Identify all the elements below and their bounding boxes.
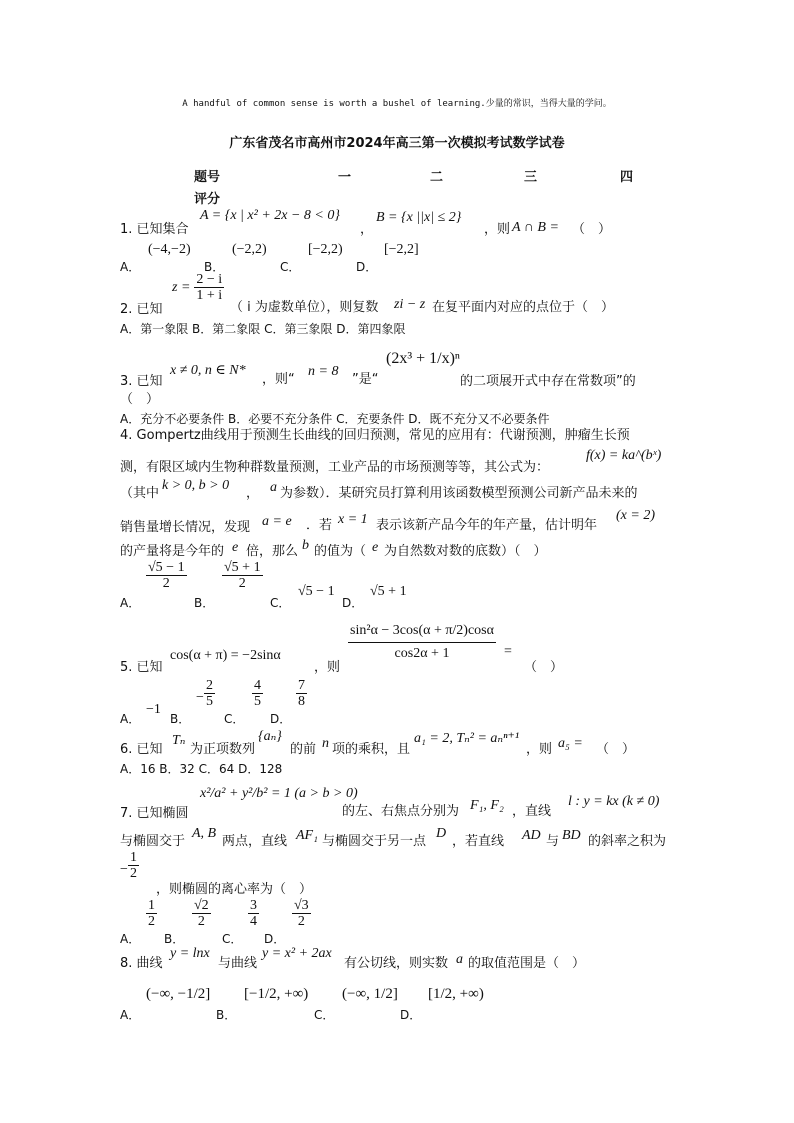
- q4-line5c: 的值为（: [314, 544, 367, 559]
- q1-tail: ，则: [484, 222, 511, 237]
- q4-x1: x = 1: [338, 512, 368, 527]
- q5-cond: cos(α + π) = −2sinα: [170, 648, 281, 663]
- q2-expr: zi − z: [394, 297, 426, 312]
- score-header-1: 一: [338, 170, 352, 185]
- q8-option-c-value: (−∞, 1/2]: [342, 986, 398, 1002]
- q8-curve-1: y = lnx: [170, 946, 210, 961]
- q5-option-a-value: −1: [146, 702, 161, 717]
- q4-option-a-label: A．: [120, 596, 141, 610]
- q8-mid: 与曲线: [218, 956, 258, 971]
- q4-line3c: 为参数）．某研究员打算利用该函数模型预测公司新产品未来的: [280, 486, 638, 501]
- page-title: 广东省茂名市高州市2024年高三第一次模拟考试数学试卷: [229, 136, 565, 151]
- q5-option-d-label: D．: [270, 712, 292, 726]
- q8-option-b-label: B．: [216, 1008, 237, 1022]
- q8-tail: 的取值范围是（ ）: [468, 956, 586, 971]
- q4-option-b-den: 2: [238, 576, 246, 591]
- q3-label: 3. 已知: [120, 374, 163, 389]
- q7-ellipse: x²/a² + y²/b² = 1 (a > b > 0): [200, 786, 358, 801]
- q5-option-d-num: 7: [298, 678, 305, 693]
- q6-n: n: [322, 736, 329, 751]
- q1-set-b: B = {x ||x| ≤ 2}: [376, 210, 462, 225]
- q7-option-c-label: C．: [222, 932, 243, 946]
- q8-option-a-label: A．: [120, 1008, 141, 1022]
- q4-line4c: 表示该新产品今年的年产量，估计明年: [376, 518, 598, 533]
- q2-z-eq: z =: [172, 279, 191, 295]
- header-tip: A handful of common sense is worth a bushel of learning.少量的常识，当得大量的学问。: [182, 99, 612, 109]
- q8-option-d-label: D．: [400, 1008, 422, 1022]
- q2-label: 2. 已知: [120, 302, 163, 317]
- q1-option-b-value: (−2,2): [232, 242, 267, 257]
- q2-mid: （ i 为虚数单位），则复数: [230, 300, 379, 315]
- q3-tail: 的二项展开式中存在常数项”的: [460, 374, 636, 389]
- q1-option-b-label: B．: [204, 260, 225, 274]
- q8-a: a: [456, 952, 463, 967]
- q5-option-c-num: 4: [254, 678, 261, 693]
- q7-prod-num: 1: [130, 850, 137, 865]
- q6-tn: Tₙ: [172, 733, 186, 748]
- q7-ab: A, B: [192, 826, 217, 841]
- q4-option-a-value: [146, 560, 187, 591]
- q7-line2e: 与: [546, 834, 560, 849]
- q7-option-c-num: 3: [250, 898, 257, 913]
- score-header-question: 题号: [194, 170, 221, 185]
- q4-ae: a = e: [262, 514, 292, 529]
- q4-line4b: ．若: [306, 518, 333, 533]
- q7-option-a-den: 2: [148, 914, 155, 929]
- q4-line4a: 销售量增长情况，发现: [120, 520, 251, 535]
- q2-den: 1 + i: [196, 288, 223, 303]
- q4-option-b-label: B．: [194, 596, 215, 610]
- q7-option-d-value: [292, 898, 311, 929]
- q8-option-b-value: [−1/2, +∞): [244, 986, 309, 1002]
- q7-option-b-label: B．: [164, 932, 185, 946]
- q7-prod-value: [128, 850, 139, 881]
- q5-paren: （ ）: [524, 660, 564, 675]
- q4-line3b: ，: [246, 486, 260, 501]
- q7-line3: ，则椭圆的离心率为（ ）: [156, 882, 313, 897]
- q4-e2: e: [372, 540, 379, 555]
- q7-line2f: 的斜率之积为: [588, 834, 667, 849]
- q4-line3a: （其中: [120, 486, 160, 501]
- q4-line2: 测，有限区域内生物种群数量预测，工业产品的市场预测等等，其公式为：: [120, 460, 550, 475]
- q3-options: A．充分不必要条件 B．必要不充分条件 C．充要条件 D．既不充分又不必要条件: [120, 412, 550, 426]
- q5-option-b-label: B．: [170, 712, 191, 726]
- q6-mid4: ，则: [526, 742, 553, 757]
- score-header-2: 二: [430, 170, 444, 185]
- q7-option-d-label: D．: [264, 932, 286, 946]
- q1-option-a-label: A．: [120, 260, 141, 274]
- q7-line2d: ，若直线: [452, 834, 505, 849]
- q3-mid: ，则“: [262, 372, 295, 387]
- q2-z-definition: [172, 272, 224, 303]
- q5-eq: =: [504, 644, 512, 659]
- q7-prod-sign: −: [120, 862, 128, 877]
- q7-foci: F₁, F₂: [470, 798, 504, 813]
- q1-option-c-label: C．: [280, 260, 301, 274]
- score-row-label: 评分: [194, 192, 221, 207]
- q8-option-a-value: (−∞, −1/2]: [146, 986, 211, 1002]
- q1-option-c-value: [−2,2): [308, 242, 343, 257]
- q7-option-a-num: 1: [148, 898, 155, 913]
- q4-b: b: [302, 538, 309, 553]
- q7-option-b-num: √2: [194, 898, 209, 913]
- q4-x2: (x = 2): [616, 508, 655, 523]
- q4-option-a-num: √5 − 1: [148, 560, 185, 575]
- q5-den: cos2α + 1: [394, 646, 450, 661]
- q1-option-a-value: (−4,−2): [148, 242, 191, 257]
- q8-option-c-label: C．: [314, 1008, 335, 1022]
- q7-mid: 的左、右焦点分别为: [342, 804, 460, 819]
- q5-option-c-value: [252, 678, 263, 709]
- q7-option-a-label: A．: [120, 932, 141, 946]
- q7-mid2: ，直线: [512, 804, 552, 819]
- q3-n: n = 8: [308, 364, 339, 379]
- q6-mid3: 项的乘积，且: [332, 742, 411, 757]
- q3-mid2: ”是“: [352, 372, 379, 387]
- q4-line5a: 的产量将是今年的: [120, 544, 225, 559]
- q4-line5d: 为自然数对数的底数）（ ）: [384, 544, 547, 559]
- q1-sep: ，: [360, 222, 374, 237]
- q7-line-l: l : y = kx (k ≠ 0): [568, 794, 660, 809]
- q5-option-c-label: C．: [224, 712, 245, 726]
- q5-option-b-den: 5: [206, 694, 213, 709]
- q6-options: A．16 B．32 C．64 D．128: [120, 762, 283, 776]
- q6-mid: 为正项数列: [190, 742, 256, 757]
- score-header-3: 三: [524, 170, 538, 185]
- q4-option-a-den: 2: [162, 576, 170, 591]
- q6-a5: a₅ =: [558, 736, 583, 751]
- q6-an: {aₙ}: [258, 729, 282, 744]
- q5-option-b-value: [204, 678, 215, 709]
- q4-option-d-value: √5 + 1: [370, 584, 407, 599]
- q1-paren: （ ）: [572, 222, 612, 237]
- q7-ad: AD: [522, 828, 541, 843]
- q4-option-c-label: C．: [270, 596, 291, 610]
- q7-af: AF₁: [296, 828, 318, 843]
- q7-option-d-num: √3: [294, 898, 309, 913]
- q4-option-b-num: √5 + 1: [224, 560, 261, 575]
- q5-option-d-value: [296, 678, 307, 709]
- q8-mid2: 有公切线，则实数: [344, 956, 449, 971]
- q5-fraction: [344, 620, 500, 665]
- q1-option-d-label: D．: [356, 260, 378, 274]
- q4-option-d-label: D．: [342, 596, 364, 610]
- q7-label: 7. 已知椭圆: [120, 806, 189, 821]
- q5-option-b-num: 2: [206, 678, 213, 693]
- q4-option-c-value: √5 − 1: [298, 584, 335, 599]
- q7-line2a: 与椭圆交于: [120, 834, 186, 849]
- q3-expr: (2x³ + 1/x)ⁿ: [386, 350, 460, 367]
- q2-num: 2 − i: [196, 272, 223, 287]
- q7-prod-den: 2: [130, 866, 137, 881]
- q7-d: D: [436, 826, 447, 841]
- q4-e: e: [232, 540, 239, 555]
- q4-line5b: 倍，那么: [246, 544, 299, 559]
- q3-cond: x ≠ 0, n ∈ N*: [170, 363, 246, 378]
- q5-option-d-den: 8: [298, 694, 305, 709]
- q7-option-b-value: [192, 898, 211, 929]
- q5-option-b-sign: −: [196, 690, 204, 705]
- q8-label: 8. 曲线: [120, 956, 163, 971]
- q7-option-c-den: 4: [250, 914, 257, 929]
- q2-tail: 在复平面内对应的点位于（ ）: [432, 300, 615, 315]
- q5-mid: ，则: [314, 660, 341, 675]
- q7-option-c-value: [248, 898, 259, 929]
- q6-cond: a₁ = 2, Tₙ² = aₙⁿ⁺¹: [414, 731, 520, 746]
- q6-paren: （ ）: [596, 742, 636, 757]
- q4-param-a: a: [270, 480, 277, 495]
- q4-option-b-value: [222, 560, 263, 591]
- q5-option-c-den: 5: [254, 694, 261, 709]
- q1-expr: A ∩ B =: [512, 220, 559, 235]
- score-header-4: 四: [620, 170, 634, 185]
- q7-option-d-den: 2: [297, 914, 305, 929]
- q4-formula: f(x) = ka^(bˣ): [586, 448, 662, 463]
- q7-line2c: 与椭圆交于另一点: [322, 834, 427, 849]
- q7-line2b: 两点，直线: [222, 834, 288, 849]
- q8-curve-2: y = x² + 2ax: [262, 946, 332, 961]
- q7-bd: BD: [562, 828, 581, 843]
- q1-option-d-value: [−2,2]: [384, 242, 419, 257]
- q8-option-d-value: [1/2, +∞): [428, 986, 484, 1002]
- q7-option-a-value: [146, 898, 157, 929]
- q1-text: 1. 已知集合: [120, 222, 189, 237]
- q2-options: A．第一象限 B．第二象限 C．第三象限 D．第四象限: [120, 322, 406, 336]
- q4-line1: 4. Gompertz曲线用于预测生长曲线的回归预测，常见的应用有：代谢预测，肿瘤生长预: [120, 428, 630, 443]
- q6-mid2: 的前: [290, 742, 317, 757]
- q5-label: 5. 已知: [120, 660, 163, 675]
- q3-paren: （ ）: [120, 392, 160, 407]
- q4-cond: k > 0, b > 0: [162, 478, 230, 493]
- q5-option-a-label: A．: [120, 712, 141, 726]
- q1-set-a: A = {x | x² + 2x − 8 < 0}: [200, 208, 340, 223]
- q7-option-b-den: 2: [197, 914, 205, 929]
- q6-label: 6. 已知: [120, 742, 163, 757]
- q5-num: sin²α − 3cos(α + π/2)cosα: [348, 620, 496, 643]
